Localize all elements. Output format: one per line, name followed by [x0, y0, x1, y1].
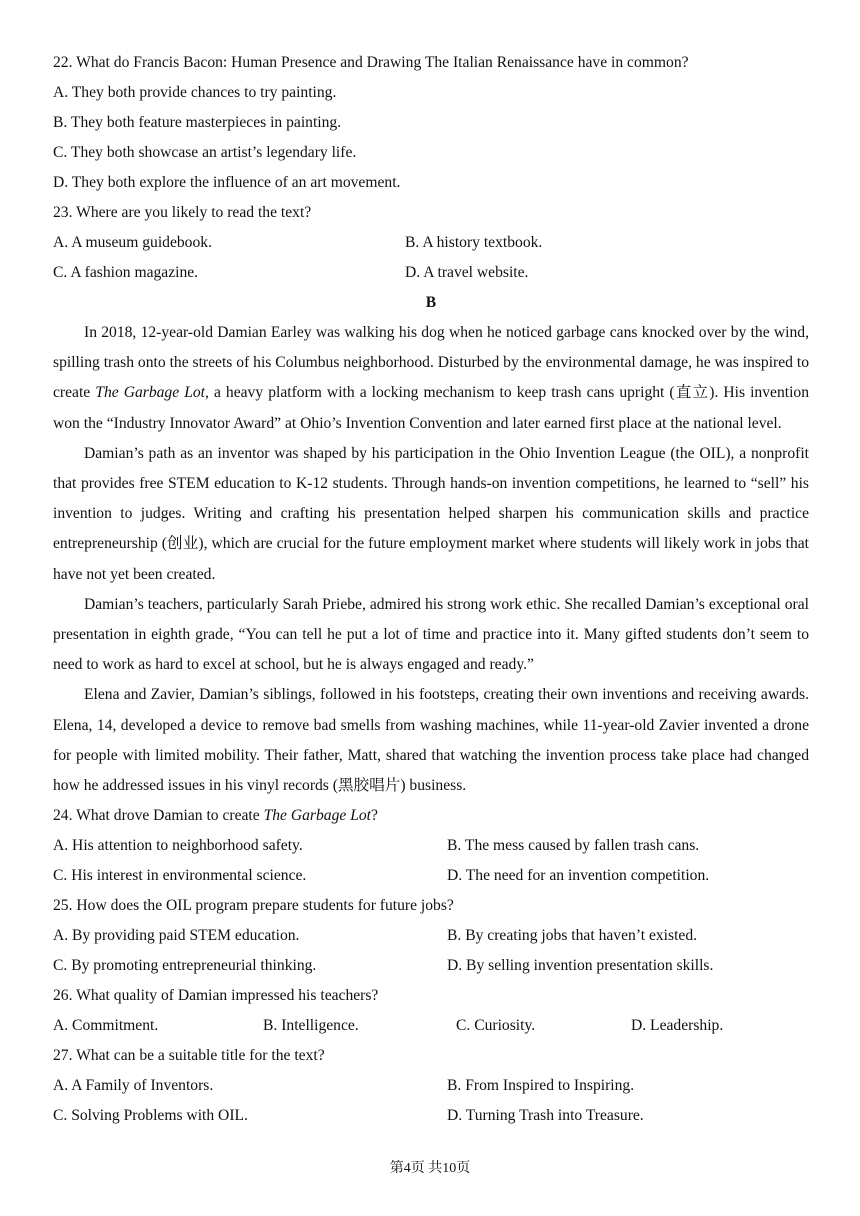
- q26-options-row: [53, 1011, 809, 1041]
- q27-option-b: B. From Inspired to Inspiring.: [447, 1077, 635, 1095]
- q24-options-row-1: [53, 831, 809, 861]
- q27-option-c: C. Solving Problems with OIL.: [53, 1107, 248, 1125]
- q27-option-d: D. Turning Trash into Treasure.: [447, 1107, 644, 1125]
- exam-page: [53, 48, 809, 1131]
- passage-paragraph-2: Damian’s path as an inventor was shaped by his participation in the Ohio Invention League (the OIL), a nonprofit that provides free STEM education to K-12 students. Through hands-on invention competitions, he learned to “sell” his invention to judges. Writing and crafting his presentation helped sharpen his communication skills and practice entrepreneurship (创业), which are crucial for the future employment market where students will likely work in jobs that have not yet been created.: [53, 444, 809, 583]
- q25-options-row-2: [53, 951, 809, 981]
- invention-title: The Garbage Lot: [95, 384, 205, 402]
- q24-stem: 24. What drove Damian to create The Garbage Lot?: [53, 807, 378, 825]
- q26-option-a: A. Commitment.: [53, 1017, 159, 1035]
- section-heading: B: [425, 294, 437, 311]
- q23-stem: 23. Where are you likely to read the text?: [53, 204, 312, 221]
- q25-option-b: B. By creating jobs that haven’t existed.: [447, 927, 698, 945]
- q25-option-c: C. By promoting entrepreneurial thinking.: [53, 957, 317, 975]
- q27-option-a: A. A Family of Inventors.: [53, 1077, 214, 1095]
- q24-option-a: A. His attention to neighborhood safety.: [53, 837, 303, 855]
- q25-option-d: D. By selling invention presentation skills.: [447, 957, 714, 975]
- q26-option-d: D. Leadership.: [631, 1017, 724, 1035]
- q24-options-row-2: [53, 861, 809, 891]
- q26-option-c: C. Curiosity.: [456, 1017, 536, 1035]
- q23-options-row-1: [53, 228, 809, 258]
- q25-stem: 25. How does the OIL program prepare students for future jobs?: [53, 897, 454, 915]
- q27-options-row-2: [53, 1101, 809, 1131]
- q22-option-d: D. They both explore the influence of an art movement.: [53, 174, 401, 191]
- q24-option-b: B. The mess caused by fallen trash cans.: [447, 837, 700, 855]
- q26-option-b: B. Intelligence.: [263, 1017, 359, 1035]
- q23-options-row-2: [53, 258, 809, 288]
- q26-stem: 26. What quality of Damian impressed his teachers?: [53, 987, 379, 1005]
- page-number-footer: 第4页 共10页: [389, 1161, 471, 1176]
- q22-option-c: C. They both showcase an artist’s legendary life.: [53, 144, 357, 161]
- q27-options-row-1: [53, 1071, 809, 1101]
- passage-paragraph-3: Damian’s teachers, particularly Sarah Priebe, admired his strong work ethic. She recalled Damian’s exceptional oral presentation in eighth grade, “You can tell he put a lot of time and practice into it. Many gifted students don’t seem to need to work as hard to excel at school, but he is always engaged and ready.”: [53, 595, 809, 674]
- q22-option-a: A. They both provide chances to try painting.: [53, 84, 337, 101]
- q23-option-c: C. A fashion magazine.: [53, 264, 199, 281]
- q24-option-c: C. His interest in environmental science.: [53, 867, 307, 885]
- q22-option-b: B. They both feature masterpieces in painting.: [53, 114, 342, 131]
- passage-paragraph-1: In 2018, 12-year-old Damian Earley was walking his dog when he noticed garbage cans knocked over by the wind, spilling trash onto the streets of his Columbus neighborhood. Disturbed by the environmental damage, he was inspired to create The Garbage Lot, a heavy platform with a locking mechanism to keep trash cans upright (直立). His invention won the “Industry Innovator Award” at Ohio’s Invention Convention and later earned first place at the national level.: [53, 324, 810, 432]
- q25-option-a: A. By providing paid STEM education.: [53, 927, 300, 945]
- q23-option-d: D. A travel website.: [405, 264, 529, 281]
- q22-stem: 22. What do Francis Bacon: Human Presence and Drawing The Italian Renaissance have in common?: [53, 54, 689, 71]
- q23-option-b: B. A history textbook.: [405, 234, 543, 251]
- q24-option-d: D. The need for an invention competition.: [447, 867, 710, 885]
- passage: [53, 318, 809, 801]
- q23-option-a: A. A museum guidebook.: [53, 234, 212, 251]
- q27-stem: 27. What can be a suitable title for the text?: [53, 1047, 325, 1065]
- q25-options-row-1: [53, 921, 809, 951]
- passage-paragraph-4: Elena and Zavier, Damian’s siblings, followed in his footsteps, creating their own inventions and receiving awards. Elena, 14, developed a device to remove bad smells from washing machines, while 11-year-old Zavier invented a drone for people with limited mobility. Their father, Matt, shared that watching the invention process take place had changed how he addressed issues in his vinyl records (黑胶唱片) business.: [53, 686, 809, 795]
